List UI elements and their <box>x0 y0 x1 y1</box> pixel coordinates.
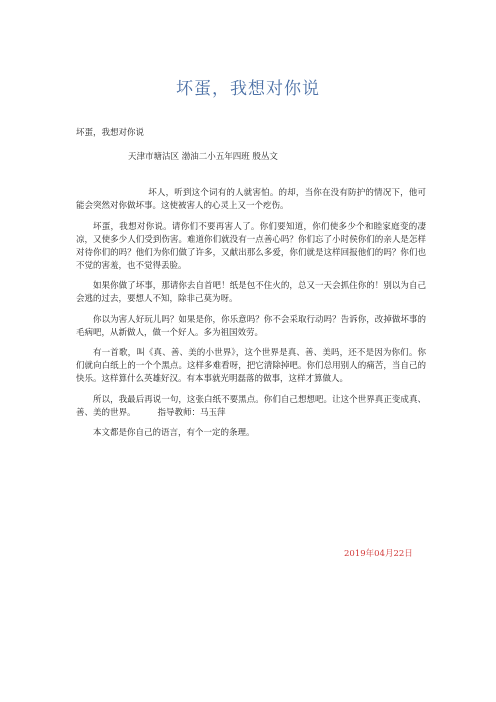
teacher-credit: 指导教师：马玉萍 <box>157 407 226 418</box>
author-line: 天津市塘沽区 渤油二小五年四班 殷丛文 <box>128 152 278 162</box>
subtitle: 坏蛋，我想对你说 <box>76 128 145 138</box>
paragraph-1: 坏人，听到这个词有的人就害怕。的却，当你在没有防护的情况下，他可能会突然对你做坏事。这使被害人的心灵上又一个疙伤。 <box>76 188 426 211</box>
page-title: 坏蛋，我想对你说 <box>176 79 320 99</box>
article-body <box>76 187 426 448</box>
paragraph-3: 如果你做了坏事，那请你去自首吧！纸是包不住火的，总又一天会抓住你的！别以为自己会逃的过去，要想人不知，除非己莫为呀。 <box>76 281 426 304</box>
paragraph-4: 你以为害人好玩儿吗？如果是你，你乐意吗？你不会采取行动吗？告诉你，改掉做坏事的毛病吧，从新做人，做一个好人。多为祖国效劳。 <box>76 314 426 338</box>
paragraph-6-text: 所以，我最后再说一句，这张白纸不要黑点。你们自己想想吧。让这个世界真正变成真、善、美的世界。 <box>76 394 426 418</box>
teacher-note: 本文都是你自己的语言，有个一定的条理。 <box>93 428 255 438</box>
paragraph-6 <box>76 394 426 420</box>
document-date: 2019年04月22日 <box>344 549 413 559</box>
paragraph-2: 坏蛋，我想对你说。请你们不要再害人了。你们要知道，你们使多少个和睦家庭变的凄凉，又使多少人们受到伤害。难道你们就没有一点善心吗？你们忘了小时侯你们的亲人是怎样对待你们的吗？他们为你们做了许多，又献出那么多爱，你们就是这样回报他们的吗？你们也不觉的害羞，也不觉得丢脸。 <box>76 221 426 271</box>
paragraph-5: 有一首歌，叫《真、善、美的小世界》，这个世界是真、善、美吗，还不是因为你们。你们就向白纸上的一个个黑点。这样多难看呀，把它清除掉吧。你们总用别人的痛苦，当自己的快乐。这样算什么英雄好汉。有本事就光明磊落的做事，这样才算做人。 <box>76 348 426 384</box>
